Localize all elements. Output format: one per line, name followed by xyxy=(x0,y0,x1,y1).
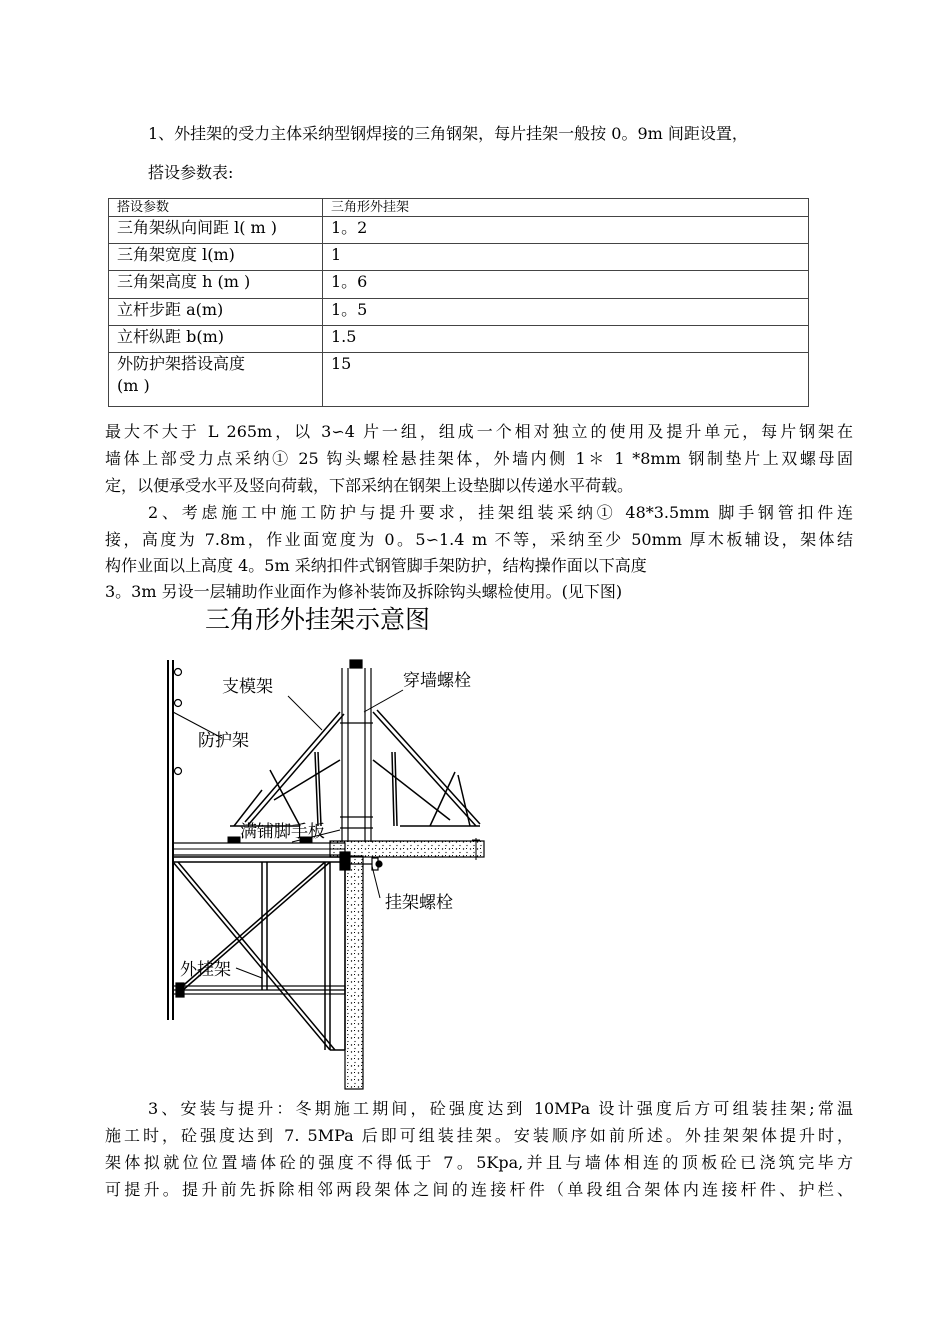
paragraph-2-line: 构作业面以上高度 4。5m 采纳扣件式钢管脚手架防护，结构操作面以下高度 xyxy=(105,556,647,575)
paragraph-1-cont-line: 定，以便承受水平及竖向荷载，下部采纳在钢架上设垫脚以传递水平荷载。 xyxy=(105,476,634,495)
table-cell-param xyxy=(109,353,323,407)
triangular-frame-diagram xyxy=(140,650,500,1095)
paragraph-2-line: 接，高度为 7.8m，作业面宽度为 0。5∽1.4 m 不等，采纳至少 50mm 厚木板辅设，架体结 xyxy=(105,530,853,549)
formwork-column xyxy=(340,660,373,842)
parameter-table xyxy=(108,198,809,407)
table-cell-param: 三角架高度 h (m ) xyxy=(109,271,323,299)
label-formwork: 支模架 xyxy=(222,677,273,697)
outer-hanging-frame xyxy=(173,857,345,1050)
table-cell-param: 三角架宽度 l(m) xyxy=(109,244,323,271)
label-wall-bolt: 穿墙螺栓 xyxy=(403,671,471,691)
table-cell-value: 1 xyxy=(323,244,809,271)
concrete-wall xyxy=(345,856,363,1089)
label-outer-frame: 外挂架 xyxy=(180,960,231,980)
paragraph-1-cont-line: 最大不大于 L 265m，以 3∽4 片一组，组成一个相对独立的使用及提升单元，每片钢架在 xyxy=(105,422,853,441)
table-header-row xyxy=(109,199,809,217)
table-cell-value: 1。5 xyxy=(323,299,809,326)
paragraph-3-line: 架体拟就位位置墙体砼的强度不得低于 7。5Kpa,并且与墙体相连的顶板砼已浇筑完毕方 xyxy=(105,1153,853,1172)
table-row xyxy=(109,217,809,244)
paragraph-3-line: 施工时，砼强度达到 7. 5MPa 后即可组装挂架。安装顺序如前所述。外挂架架体提升时， xyxy=(105,1126,853,1145)
table-cell-value: 1。6 xyxy=(323,271,809,299)
paragraph-2-line: 2、考虑施工中施工防护与提升要求，挂架组装采纳① 48*3.5mm 脚手钢管扣件连 xyxy=(148,503,853,522)
label-guard: 防护架 xyxy=(198,731,249,751)
label-scaffold-board: 满铺脚手板 xyxy=(240,822,325,842)
paragraph-1-cont-line: 墙体上部受力点采纳① 25 钩头螺栓悬挂架体，外墙内侧 1＊ 1 *8mm 钢制垫片上双螺母固 xyxy=(105,449,853,468)
paragraph-2-line: 3。3m 另设一层辅助作业面作为修补装饰及拆除钩头螺检使用。(见下图) xyxy=(105,582,623,601)
table-cell-value: 1。2 xyxy=(323,217,809,244)
left-formwork-props xyxy=(230,712,344,826)
table-header-cell: 搭设参数 xyxy=(109,199,323,217)
table-cell-value: 1.5 xyxy=(323,326,809,353)
table-cell-param-line: 外防护架搭设高度 xyxy=(117,354,246,373)
table-row xyxy=(109,326,809,353)
paragraph-3-line: 可提升。提升前先拆除相邻两段架体之间的连接杆件（单段组合架体内连接杆件、护栏、 xyxy=(105,1180,853,1199)
table-cell-param-line: (m ) xyxy=(117,376,150,395)
table-row xyxy=(109,244,809,271)
auxiliary-platform xyxy=(173,983,345,997)
table-header-cell: 三角形外挂架 xyxy=(323,199,809,217)
right-formwork-props xyxy=(373,710,480,826)
table-row xyxy=(109,299,809,326)
table-cell-param: 立杆纵距 b(m) xyxy=(109,326,323,353)
table-row xyxy=(109,271,809,299)
table-cell-value: 15 xyxy=(323,353,809,407)
diagram-title: 三角形外挂架示意图 xyxy=(205,605,431,634)
paragraph-1-line-1: 1、外挂架的受力主体采纳型钢焊接的三角钢架，每片挂架一般按 0。9m 间距设置， xyxy=(148,124,748,143)
table-cell-param: 三角架纵向间距 l( m ) xyxy=(109,217,323,244)
label-hanger-bolt: 挂架螺栓 xyxy=(385,893,453,913)
paragraph-3-line: 3、安装与提升：冬期施工期间，砼强度达到 10MPa 设计强度后方可组装挂架;常温 xyxy=(148,1099,853,1118)
table-cell-param: 立杆步距 a(m) xyxy=(109,299,323,326)
table-row xyxy=(109,353,809,407)
paragraph-1-line-2: 搭设参数表: xyxy=(148,163,234,182)
